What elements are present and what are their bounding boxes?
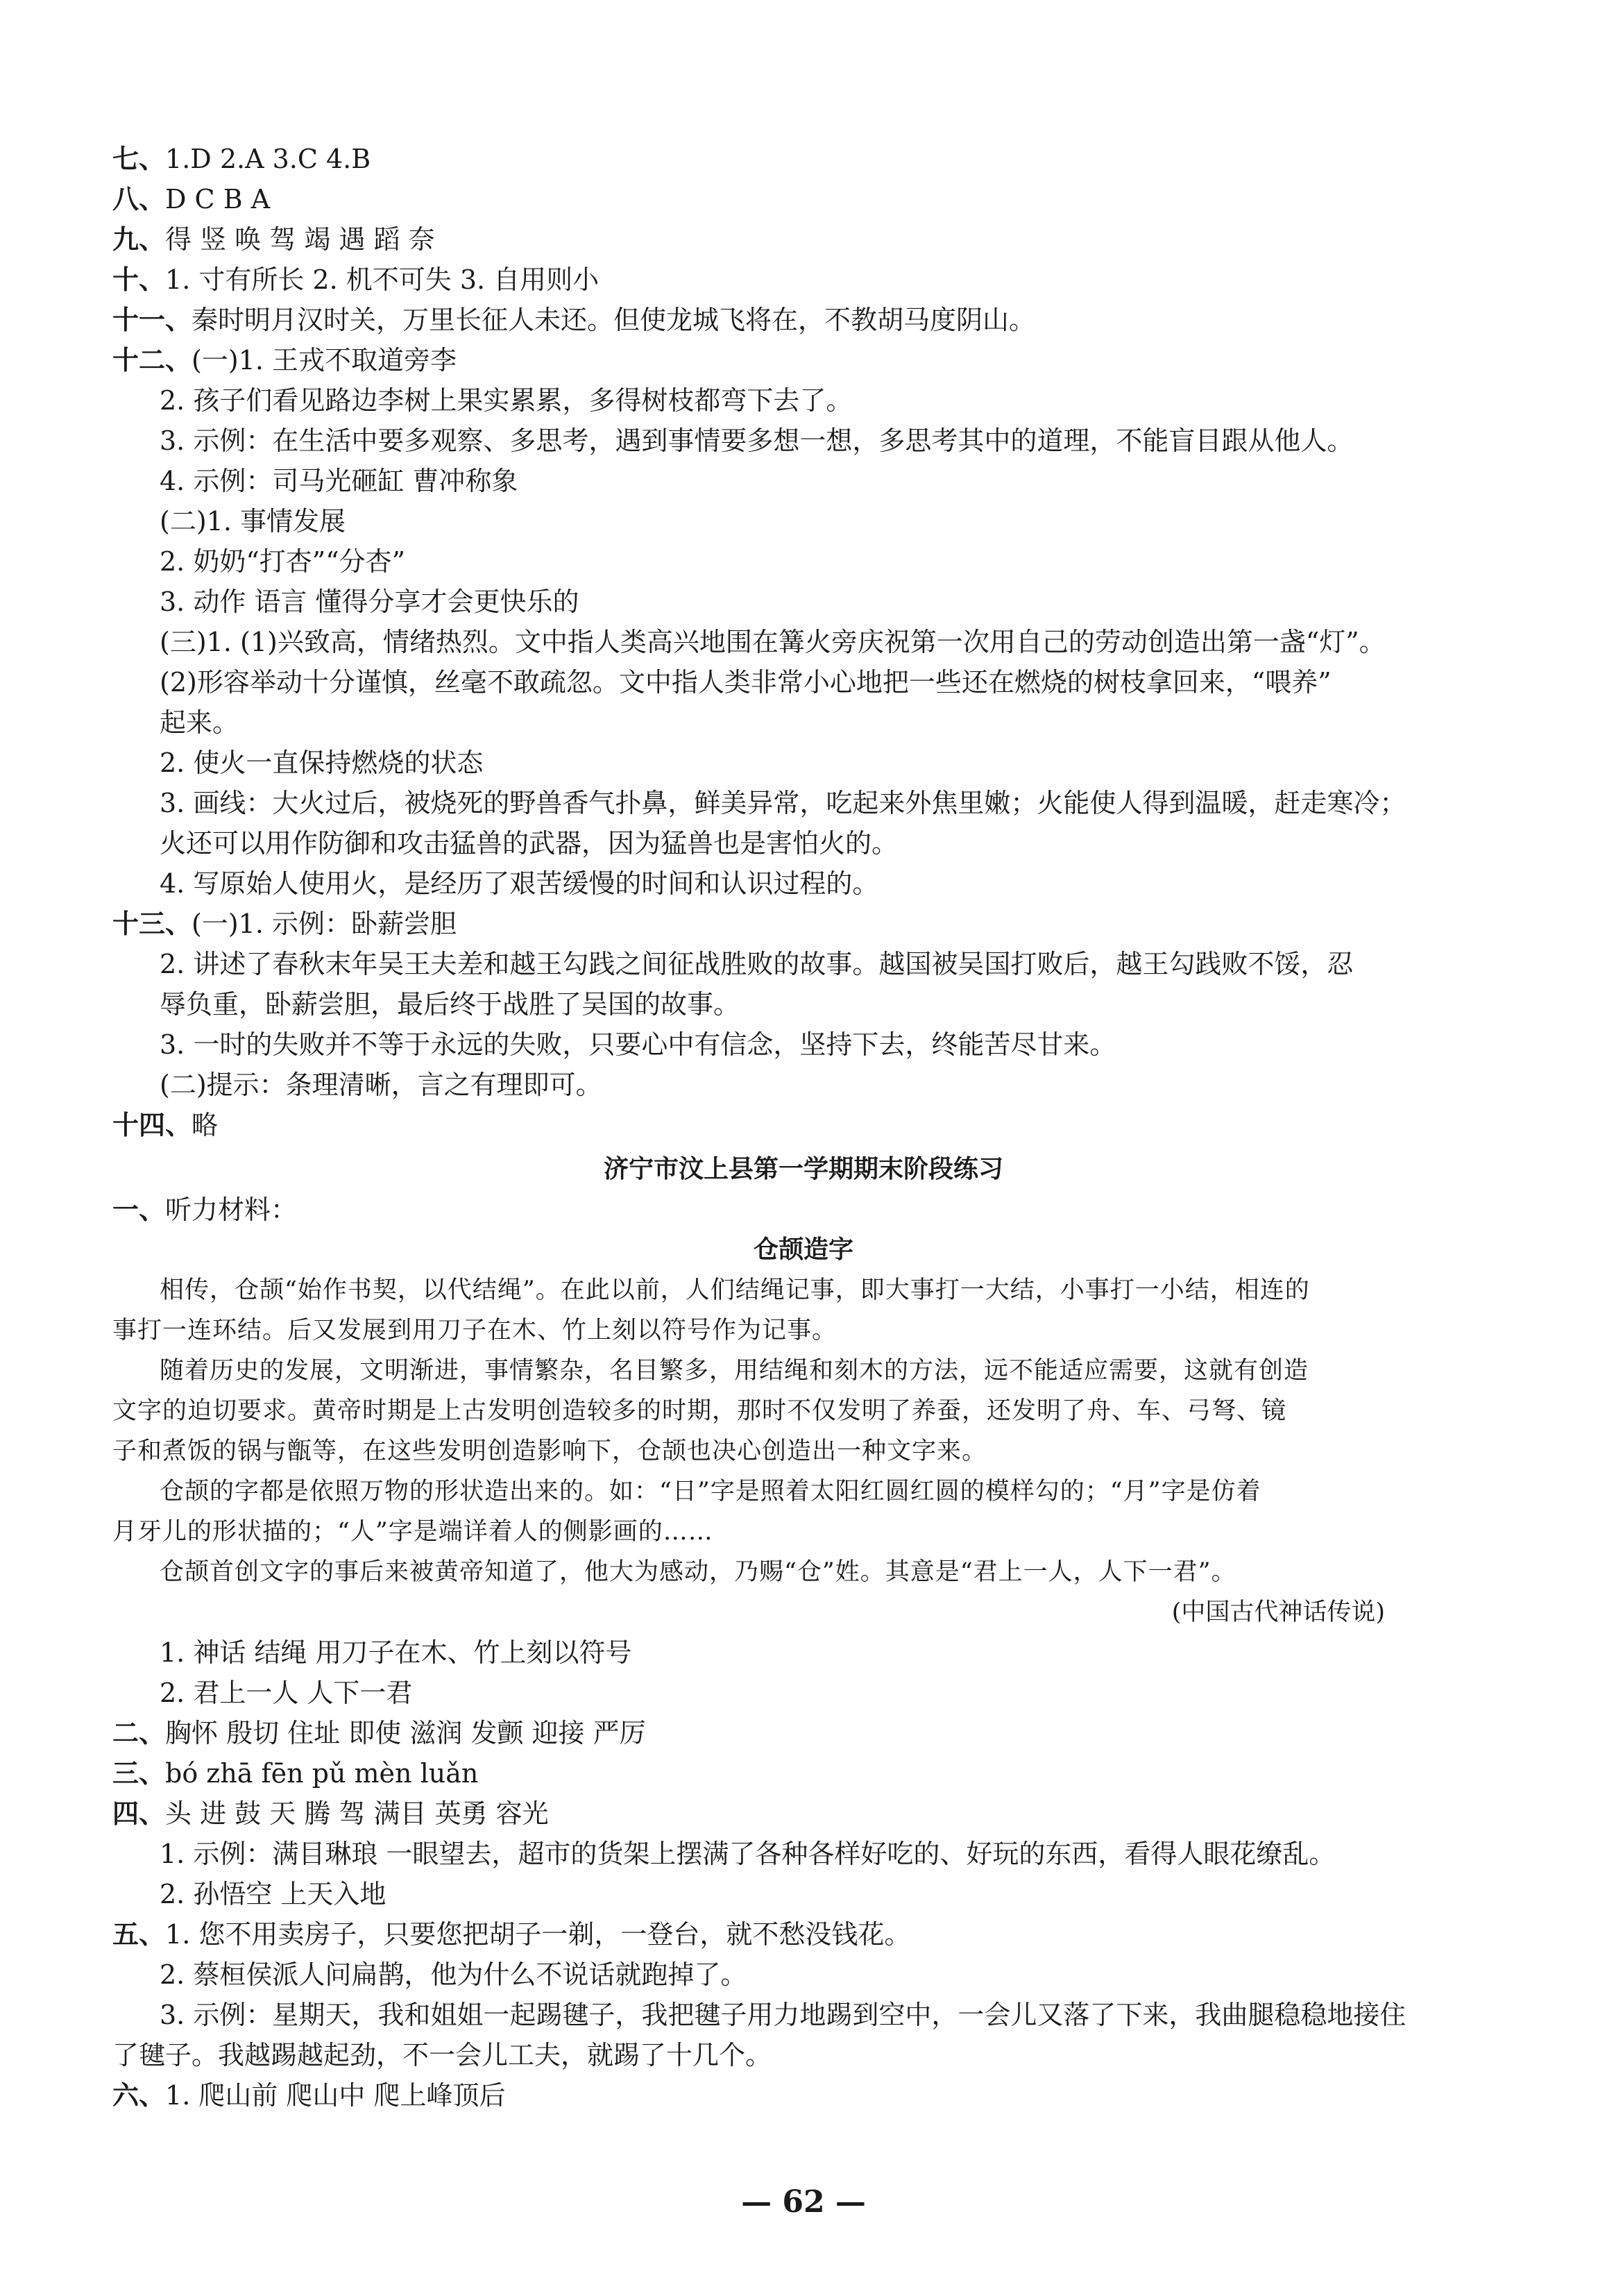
listening-paragraph-line: 相传，仓颉“始作书契，以代结绳”。在此以前，人们结绳记事，即大事打一大结，小事打一小结，相连的 <box>160 1276 1310 1304</box>
answer-line: 十四、略 <box>112 1109 219 1140</box>
page-number: — 62 — <box>741 2184 866 2220</box>
answer-line: 二、胸怀 殷切 住址 即使 滋润 发颤 迎接 严厉 <box>112 1717 646 1748</box>
answer-line: 九、得 竖 唤 驾 竭 遇 蹈 奈 <box>112 223 435 255</box>
answer-line: 2. 孩子们看见路边李树上果实累累，多得树枝都弯下去了。 <box>160 385 853 416</box>
answer-line: 起来。 <box>160 707 239 738</box>
answer-line: 2. 蔡桓侯派人问扁鹊，他为什么不说话就跑掉了。 <box>160 1959 747 1990</box>
listening-paragraph-line: 仓颉首创文字的事后来被黄帝知道了，他大为感动，乃赐“仓”姓。其意是“君上一人，人下一君”。 <box>160 1558 1236 1586</box>
answer-line: 1. 示例：满目琳琅 一眼望去，超市的货架上摆满了各种各样好吃的、好玩的东西，看得人眼花缭乱。 <box>160 1839 1336 1869</box>
answer-line: (三)1. (1)兴致高，情绪热烈。文中指人类高兴地围在篝火旁庆祝第一次用自己的劳动创造出第一盏“灯”。 <box>160 627 1386 657</box>
answer-line: 六、1. 爬山前 爬山中 爬上峰顶后 <box>112 2079 506 2111</box>
answer-line: 2. 孙悟空 上天入地 <box>160 1879 386 1909</box>
answer-line: 2. 使火一直保持燃烧的状态 <box>160 748 484 778</box>
source-note: (中国古代神话传说) <box>1171 1598 1385 1626</box>
answer-line: 十三、(一)1. 示例：卧薪尝胆 <box>112 908 457 939</box>
answer-line: 3. 动作 语言 懂得分享才会更快乐的 <box>160 586 579 617</box>
answer-line: 十、1. 寸有所长 2. 机不可失 3. 自用则小 <box>112 264 600 295</box>
story-title: 仓颉造字 <box>753 1235 853 1264</box>
listening-paragraph-line: 文字的迫切要求。黄帝时期是上古发明创造较多的时期，那时不仅发明了养蚕，还发明了舟、车、弓弩、镜 <box>112 1397 1287 1425</box>
answer-line: 五、1. 您不用卖房子，只要您把胡子一剃，一登台，就不愁没钱花。 <box>112 1918 911 1950</box>
answer-line: 2. 奶奶“打杏”“分杏” <box>160 546 406 577</box>
answer-line: 3. 示例：星期天，我和姐姐一起踢毽子，我把毽子用力地踢到空中，一会儿又落了下来，我曲腿稳稳地接住 <box>160 2000 1406 2030</box>
answer-line: (2)形容举动十分谨慎，丝毫不敢疏忽。文中指人类非常小心地把一些还在燃烧的树枝拿回来，“喂养” <box>160 667 1332 698</box>
section-title: 济宁市汶上县第一学期期末阶段练习 <box>603 1155 1003 1183</box>
answer-line: 3. 示例：在生活中要多观察、多思考，遇到事情要多想一想，多思考其中的道理，不能盲目跟从他人。 <box>160 425 1354 456</box>
answer-line: 3. 一时的失败并不等于永远的失败，只要心中有信念，坚持下去，终能苦尽甘来。 <box>160 1029 1116 1060</box>
answer-line: 八、D C B A <box>112 183 271 214</box>
answer-line: 了毽子。我越踢越起劲，不一会儿工夫，就踢了十几个。 <box>112 2040 772 2070</box>
answer-line: 4. 写原始人使用火，是经历了艰苦缓慢的时间和认识过程的。 <box>160 868 879 899</box>
listening-paragraph-line: 随着历史的发展，文明渐进，事情繁杂，名目繁多，用结绳和刻木的方法，远不能适应需要，这就有创造 <box>160 1357 1309 1385</box>
answer-line: 火还可以用作防御和攻击猛兽的武器，因为猛兽也是害怕火的。 <box>160 828 899 859</box>
listening-paragraph-line: 子和煮饭的锅与甑等，在这些发明创造影响下，仓颉也决心创造出一种文字来。 <box>112 1437 987 1465</box>
answer-line: 四、头 进 鼓 天 腾 驾 满目 英勇 容光 <box>112 1798 549 1829</box>
answer-line: 4. 示例：司马光砸缸 曹冲称象 <box>160 466 518 496</box>
answer-line: 2. 讲述了春秋末年吴王夫差和越王勾践之间征战胜败的故事。越国被吴国打败后，越王勾践败不馁，忍 <box>160 949 1354 979</box>
listening-paragraph-line: 事打一连环结。后又发展到用刀子在木、竹上刻以符号作为记事。 <box>112 1317 837 1344</box>
answer-line: 十一、秦时明月汉时关，万里长征人未还。但使龙城飞将在，不教胡马度阴山。 <box>112 304 1036 335</box>
answer-line: 三、bó zhā fēn pǔ mèn luǎn <box>112 1757 479 1789</box>
listening-paragraph-line: 月牙儿的形状描的；“人”字是端详着人的侧影画的…… <box>112 1518 713 1546</box>
answer-line: 七、1.D 2.A 3.C 4.B <box>112 143 371 174</box>
answer-line: 3. 画线：大火过后，被烧死的野兽香气扑鼻，鲜美异常，吃起来外焦里嫩；火能使人得到温暖，赶走寒冷； <box>160 788 1406 818</box>
answer-line: (二)1. 事情发展 <box>160 506 346 537</box>
answer-line: 一、听力材料： <box>112 1194 298 1225</box>
answer-line: 2. 君上一人 人下一君 <box>160 1678 413 1708</box>
answer-line: 十二、(一)1. 王戎不取道旁李 <box>112 344 457 375</box>
answer-line: (二)提示：条理清晰，言之有理即可。 <box>160 1070 602 1100</box>
answer-line: 1. 神话 结绳 用刀子在木、竹上刻以符号 <box>160 1637 632 1668</box>
answer-line: 辱负重，卧薪尝胆，最后终于战胜了吴国的故事。 <box>160 989 740 1020</box>
listening-paragraph-line: 仓颉的字都是依照万物的形状造出来的。如：“日”字是照着太阳红圆红圆的模样勾的；“月”字是仿着 <box>160 1478 1261 1505</box>
